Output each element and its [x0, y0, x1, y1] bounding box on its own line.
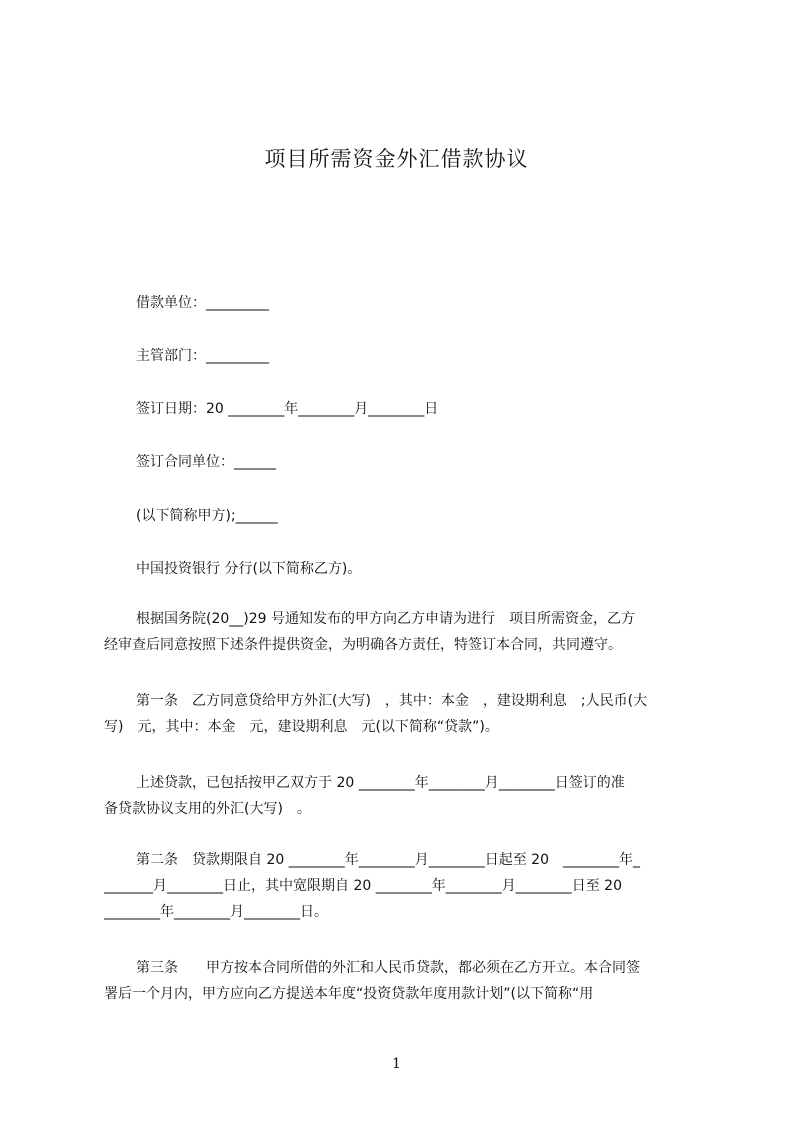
paragraph-line: ________年________月________日。 — [104, 904, 328, 920]
contract-unit-field: 签订合同单位：______ — [136, 454, 276, 470]
paragraph-loan-note — [104, 770, 701, 822]
paragraph-line: _______月________日止，其中宽限期自 20 ________年________月________日至 20 — [104, 878, 622, 894]
paragraph-line: 经审查后同意按照下述条件提供资金，为明确各方责任，特签订本合同，共同遵守。 — [104, 637, 622, 653]
paragraph-line: 写) 元，其中：本金 元，建设期利息 元(以下简称“贷款”)。 — [104, 719, 499, 735]
party-a-field: (以下简称甲方);______ — [136, 508, 278, 524]
department-field: 主管部门：_________ — [136, 348, 269, 364]
paragraph-line: 第二条 贷款期限自 20 ________年________月________日起至 20 ________年_ — [136, 852, 640, 868]
paragraph-article-2 — [104, 847, 701, 925]
paragraph-article-3 — [104, 955, 701, 1007]
borrower-field: 借款单位：_________ — [136, 295, 269, 311]
party-b-field: 中国投资银行 分行(以下简称乙方)。 — [136, 561, 362, 577]
page-number: 1 — [392, 1056, 401, 1072]
document-title: 项目所需资金外汇借款协议 — [264, 147, 529, 171]
paragraph-line: 第一条 乙方同意贷给甲方外汇(大写) ，其中：本金 ，建设期利息 ;人民币(大 — [136, 693, 648, 709]
paragraph-line: 第三条 甲方按本合同所借的外汇和人民币贷款，都必须在乙方开立。本合同签 — [136, 960, 640, 976]
paragraph-article-1 — [104, 688, 701, 740]
paragraph-line: 根据国务院(20__)29 号通知发布的甲方向乙方申请为进行 项目所需资金，乙方 — [136, 611, 636, 627]
signing-date-field: 签订日期：20 ________年________月________日 — [136, 401, 439, 417]
paragraph-line: 上述贷款，已包括按甲乙双方于 20 ________年________月________日签订的准 — [136, 775, 625, 791]
paragraph-line: 备贷款协议支用的外汇(大写) 。 — [104, 801, 311, 817]
paragraph-line: 署后一个月内，甲方应向乙方提送本年度“投资贷款年度用款计划”(以下简称“用 — [104, 986, 594, 1002]
paragraph-preamble — [104, 606, 701, 658]
